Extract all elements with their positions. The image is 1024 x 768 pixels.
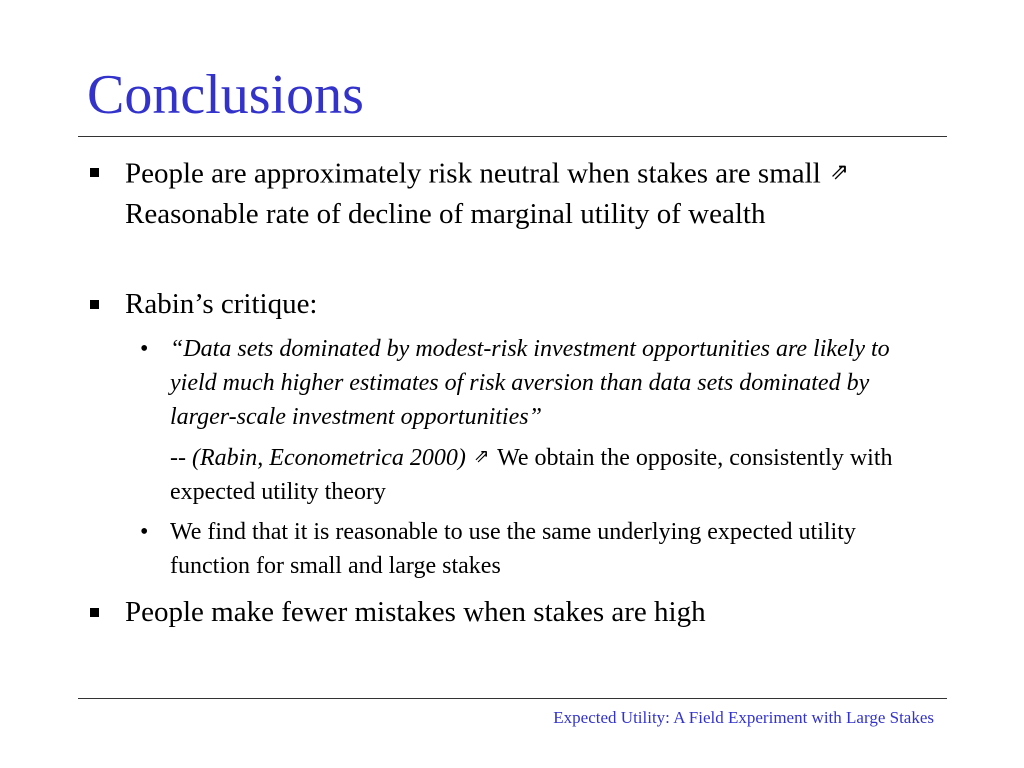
title-divider bbox=[78, 136, 947, 137]
citation-line bbox=[170, 440, 935, 509]
slide-footer: Expected Utility: A Field Experiment with Large Stakes bbox=[553, 708, 934, 727]
bullet-text: People are approximately risk neutral when stakes are small bbox=[125, 157, 821, 190]
square-bullet-icon bbox=[90, 300, 99, 309]
sub-bullet-text: We find that it is reasonable to use the same underlying expected utility function for small and large stakes bbox=[170, 519, 856, 579]
bullet-text: People make fewer mistakes when stakes are high bbox=[125, 596, 706, 628]
slide-title: Conclusions bbox=[87, 64, 364, 126]
square-bullet-icon bbox=[90, 608, 99, 617]
arrow-icon: ⇗ bbox=[830, 159, 849, 185]
arrow-icon: ⇗ bbox=[473, 446, 490, 467]
dot-bullet-icon: • bbox=[140, 519, 149, 545]
quote-text: “Data sets dominated by modest-risk investment opportunities are likely to yield much higher estimates of risk aversion than data sets dominated by larger-scale investment opportunities” bbox=[170, 336, 890, 430]
bullet-text: Reasonable rate of decline of marginal utility of wealth bbox=[125, 198, 766, 231]
citation-text: -- (Rabin, Econometrica 2000) bbox=[170, 444, 466, 471]
bullet-text: Rabin’s critique: bbox=[125, 288, 318, 320]
footer-divider bbox=[78, 698, 947, 699]
dot-bullet-icon: • bbox=[140, 336, 149, 362]
square-bullet-icon bbox=[90, 168, 99, 177]
conclusion-text: We obtain the opposite, consistently with expected utility theory bbox=[170, 444, 893, 505]
